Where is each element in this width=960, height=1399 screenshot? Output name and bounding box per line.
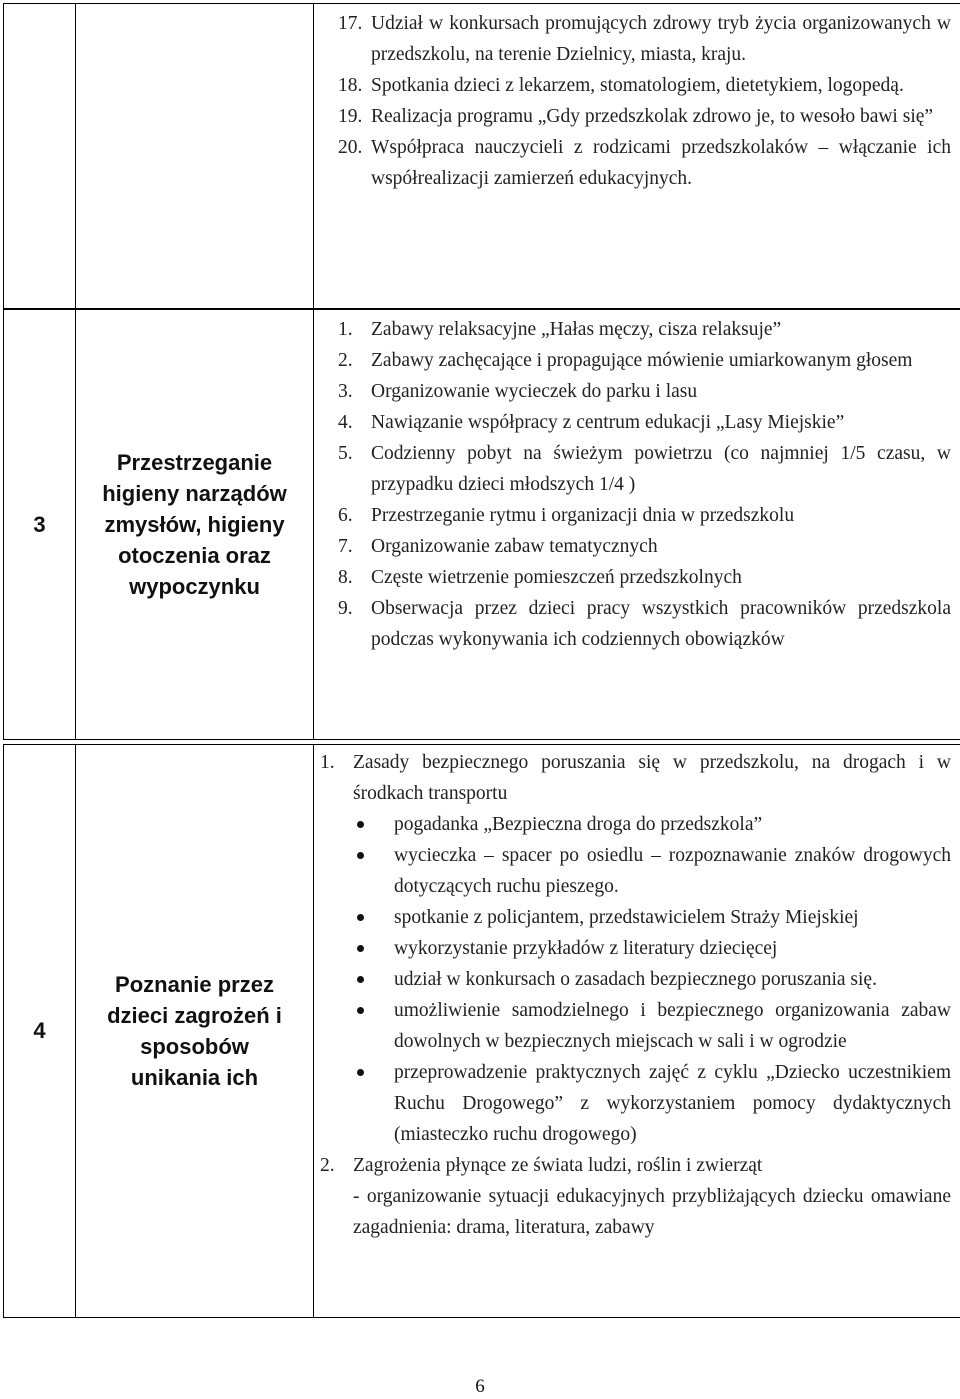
- bullet-icon: [357, 852, 364, 859]
- list-item: 17. Udział w konkursach promujących zdrowy tryb życia organizowanych w przedszkolu, na terenie Dzielnicy, miasta, kraju.: [338, 13, 951, 65]
- bullet-item: przeprowadzenie praktycznych zajęć z cyklu „Dziecko uczestnikiem Ruchu Drogowego” z wykorzystaniem pomocy dydaktycznych (miasteczko ruchu drogowego): [320, 1057, 951, 1150]
- bullet-item: udział w konkursach o zasadach bezpiecznego poruszania się.: [320, 964, 951, 995]
- list-item: 3. Organizowanie wycieczek do parku i lasu: [338, 381, 698, 402]
- list-item: 8. Częste wietrzenie pomieszczeń przedszkolnych: [338, 567, 742, 588]
- list-item: 1. Zasady bezpiecznego poruszania się w przedszkolu, na drogach i w środkach transportu: [320, 752, 951, 804]
- bullet-icon: [357, 914, 364, 921]
- topic-line: zmysłów, higieny: [104, 512, 285, 537]
- bullet-list: [320, 809, 951, 1150]
- list-item: 19. Realizacja programu „Gdy przedszkolak zdrowo je, to wesoło bawi się”: [338, 106, 934, 127]
- list-item: 20. Współpraca nauczycieli z rodzicami przedszkolaków – włączanie ich współrealizacji zamierzeń edukacyjnych.: [338, 137, 951, 189]
- safety-list-2: [320, 1150, 951, 1181]
- list-item: 6. Przestrzeganie rytmu i organizacji dnia w przedszkolu: [338, 505, 795, 526]
- list-item: 18. Spotkania dzieci z lekarzem, stomatologiem, dietetykiem, logopedą.: [338, 75, 904, 96]
- list-item: 9. Obserwacja przez dzieci pracy wszystkich pracowników przedszkola podczas wykonywania ich codziennych obowiązków: [338, 598, 951, 650]
- content-cell: [314, 745, 960, 1318]
- list-item: 1. Zabawy relaksacyjne „Hałas męczy, cisza relaksuje”: [338, 319, 782, 340]
- dash-paragraph: - organizowanie sytuacji edukacyjnych przybliżających dziecku omawiane zagadnienia: drama, literatura, zabawy: [353, 1186, 951, 1238]
- bullet-icon: [357, 1069, 364, 1076]
- content-cell: [314, 310, 960, 740]
- list-item: 4. Nawiązanie współpracy z centrum edukacji „Lasy Miejskie”: [338, 412, 845, 433]
- topic-cell: [76, 745, 314, 1318]
- continued-list: [320, 8, 951, 194]
- bullet-item: spotkanie z policjantem, przedstawicielem Straży Miejskiej: [320, 902, 951, 933]
- list-item: 2. Zabawy zachęcające i propagujące mówienie umiarkowanym głosem: [338, 350, 913, 371]
- page-number: 6: [475, 1376, 485, 1397]
- topic-line: higieny narządów: [102, 481, 287, 506]
- list-item: 5. Codzienny pobyt na świeżym powietrzu (co najmniej 1/5 czasu, w przypadku dzieci młodszych 1/4 ): [338, 443, 951, 495]
- bullet-icon: [357, 976, 364, 983]
- bullet-item: umożliwienie samodzielnego i bezpiecznego organizowania zabaw dowolnych w bezpiecznych miejscach w sali i w ogrodzie: [320, 995, 951, 1057]
- bullet-icon: [357, 1007, 364, 1014]
- topic-cell: [76, 310, 314, 740]
- topic-line: sposobów: [140, 1034, 249, 1059]
- row-number: 3: [4, 310, 76, 740]
- bullet-icon: [357, 821, 364, 828]
- list-item: 7. Organizowanie zabaw tematycznych: [338, 536, 658, 557]
- bullet-icon: [357, 945, 364, 952]
- row-3: [3, 309, 960, 740]
- topic-line: Przestrzeganie: [116, 450, 273, 475]
- topic-cell-empty: [76, 4, 314, 309]
- topic-line: unikania ich: [130, 1065, 259, 1090]
- row-number: 4: [4, 745, 76, 1318]
- activities-list: [320, 314, 951, 655]
- topic-line: Poznanie przez: [115, 972, 274, 997]
- bullet-item: wykorzystanie przykładów z literatury dziecięcej: [320, 933, 951, 964]
- list-item: 2. Zagrożenia płynące ze świata ludzi, roślin i zwierząt: [320, 1155, 763, 1176]
- bullet-item: wycieczka – spacer po osiedlu – rozpoznawanie znaków drogowych dotyczących ruchu pieszego.: [320, 840, 951, 902]
- topic-line: wypoczynku: [129, 574, 260, 599]
- topic-line: dzieci zagrożeń i: [107, 1003, 282, 1028]
- topic-line: otoczenia oraz: [118, 543, 271, 568]
- continuation-row: [3, 3, 960, 309]
- row-4: [3, 744, 960, 1318]
- bullet-item: pogadanka „Bezpieczna droga do przedszkola”: [320, 809, 951, 840]
- safety-list: [320, 747, 951, 809]
- number-cell-empty: [4, 4, 76, 309]
- content-cell: [314, 4, 960, 309]
